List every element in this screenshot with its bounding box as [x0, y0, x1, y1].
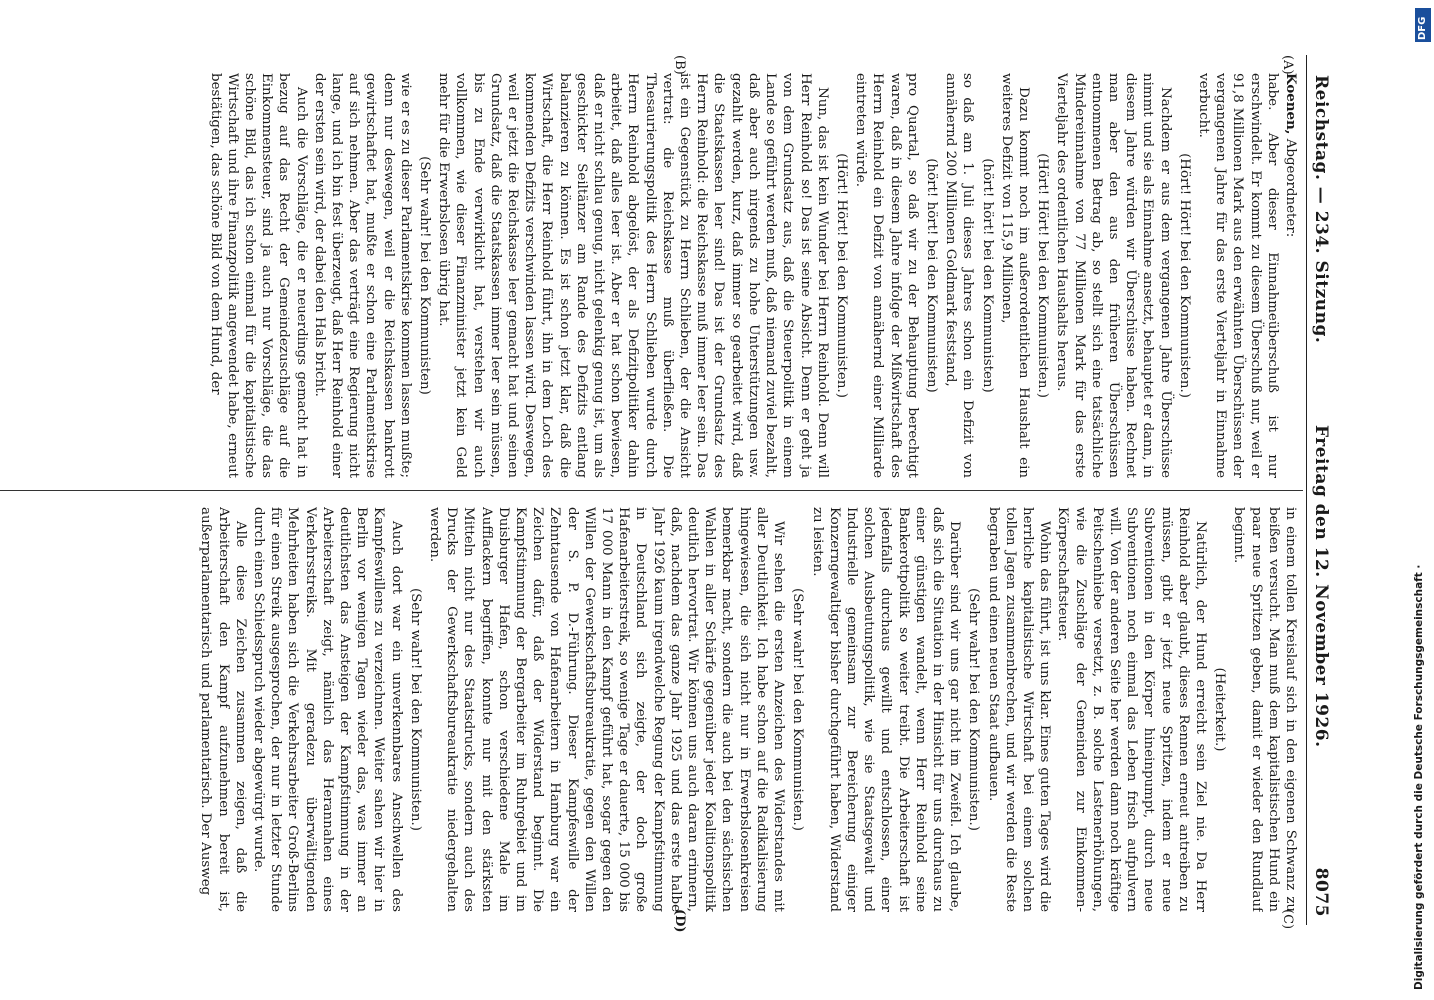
paragraph: wie er es zu dieser Parlamentskrise kommen lassen mußte; denn nur deswegen, weil er die Reichskassen bankrott gewirtschaftet hat, mußte er schon eine Parlamentskrise auf sich nehmen. Aber das verträgt eine Regierung nicht lange, und ich bin fest überzeugt, daß Herr Reinhold einer der ersten sein wird, der dabei den Hals bricht. — [311, 73, 413, 478]
paragraph: Nun, das ist kein Wunder bei Herrn Reinhold. Denn will Herr Reinhold so! Das ist seine Absicht. Denn er geht ja von dem Grundsatz aus, daß die Steuerpolitik in einem Lande so geführt werden muß, daß niemand zuviel bezahlt, daß aber auch nirgends zu hohe Unterstützungen usw. gezahlt werden, kurz, daß immer so gearbeitet wird, daß die Staatskassen leer sind! Das ist der Grundsatz des Herrn Reinhold: die Reichskasse muß immer leer sein. Das ist ein Gegenstück zu Herrn Schlieben, der die Ansicht vertrat: die Reichskasse muß überfließen. Die Thesaurierungspolitik des Herrn Schlieben wurde durch Herrn Reinhold abgelöst, der als Defizitpolitiker dahin arbeitet, daß alles leer ist. Aber er hat schon bewiesen, daß er nicht schlau genug, nicht gelenkig genug ist, um als geschickter Seiltänzer am Rande des Defizits entlang balanzieren zu können. Es ist schon jetzt klar, daß die Wirtschaft, die Herr Reinhold führt, ihn in dem Loch des kommenden Defizits verschwinden lassen wird. Deswegen, weil er jetzt die Reichskasse leer gemacht hat und seinen Grundsatz, daß die Staatskassen immer leer sein müssen, bis zu Ende verwirklicht hat, verstehen wir auch vollkommen, wie dieser Finanzminister jetzt kein Geld mehr für die Erwerbslosen übrig hat. — [436, 73, 830, 478]
interjection: (Hört! Hört! bei den Kommunisten.) — [1176, 153, 1192, 398]
speaker-line — [1282, 73, 1299, 478]
paragraph: Natürlich, der Hund erreicht sein Ziel nie. Da Herr Reinhold aber glaubt, dieses Rennen erneut antreiben zu müssen, gibt er jetzt neue Spritzen, indem er neue Subventionen in den Körper hineinpumpt, durch neue Subventionen noch einmal das Leben frisch aufpulvern will. Von der anderen Seite her werden dann noch kräftige Peitschenhiebe versetzt, z. B. solche Lastenerhöhungen, wie die Zuschläge der Gemeinden zur Einkommen-Körperschaftsteuer. — [1055, 507, 1208, 912]
paragraph: Wohin das führt, ist uns klar. Eines guten Tages wird die herrliche kapitalistische Wirtschaft bei einem solchen tollen Jagen zusammenbrechen, und wir werden die Reste begraben und einen neuen Staat aufbauen. — [985, 507, 1053, 912]
paragraph: in einem tollen Kreislauf sich in den eigenen Schwanz zu beißen versucht. Man muß dem kapitalistischen Hund ein paar neue Spritzen geben, damit er wieder den Rundlauf beginnt. — [1231, 507, 1298, 912]
column-divider — [0, 490, 1303, 491]
page-number: 8075 — [1311, 867, 1331, 917]
interjection: (Hört! Hört! bei den Kommunisten.) — [833, 153, 849, 398]
speaker-name: Koenen, — [1283, 73, 1299, 135]
paragraph: habe. Aber dieser Einnahmeüberschuß ist nur erschwindelt. Er kommt zu diesem Überschuß nur, weil er 91,8 Millionen Mark aus den erwähnten Überschüssen der vergangenen Jahre für das erste Vierteljahr in Einnahme verbucht. — [1195, 73, 1280, 478]
paragraph: Dazu kommt noch im außerordentlichen Haushalt ein weiteres Defizit von 115,9 Millionen, — [998, 73, 1031, 478]
digitization-note — [1413, 10, 1427, 990]
speaker-role: Abgeordneter: — [1283, 138, 1298, 238]
interjection: (Sehr wahr! bei den Kommunisten) — [417, 156, 433, 395]
margin-marker-a: (A) — [1280, 55, 1295, 75]
paragraph: Auch die Vorschläge, die er neuerdings gemacht hat in bezug auf das Recht der Gemeindezuschläge auf die Einkommensteuer, sind ja auch nur Vorschläge, die das schöne Bild, das ich schon einmal für die kapitalistische Wirtschaft und ihre Finanzpolitik angewendet habe, erneut bestätigen, das schöne Bild von dem Hund, der — [207, 73, 309, 478]
margin-marker-b: (B) — [672, 55, 687, 75]
paragraph: Auch dort war ein unverkennbares Anschwellen des Kampfeswillens zu verzeichnen. Weiter sahen wir hier in Berlin vor wenigen Tagen wieder das, was immer an deutlichsten das Ansteigen der Kampfstimmung in der Arbeiterschaft zeigt, nämlich das Herannahen eines Verkehrsstreiks. Mit geradezu überwältigenden Mehrheiten haben sich die Verkehrsarbeiter Groß-Berlins für einen Streik ausgesprochen, der nur in letzter Stunde durch einen Schiedsspruch wieder abgewürgt wurde. — [251, 507, 404, 912]
interjection: (hört! hört! bei den Kommunisten) — [979, 158, 995, 393]
paragraph: Nachdem er aus dem vergangenen Jahre Überschüsse nimmt und sie als Einnahme ansetzt, behauptet er dann, in diesem Jahre würden wir Überschüsse haben. Rechnet man aber den aus den früheren Überschüssen entnommenen Betrag ab, so stellt sich eine tatsächliche Mindereinnahme von 77 Millionen Mark für das erste Vierteljahr des ordentlichen Haushalts heraus. — [1054, 73, 1173, 478]
interjection: (Sehr wahr! bei den Kommunisten.) — [966, 587, 982, 832]
digitization-text: Digitalisierung gefördert durch die Deutsche Forschungsgemeinschaft · — [1413, 564, 1425, 990]
interjection: (Sehr wahr! bei den Kommunisten.) — [407, 587, 423, 832]
margin-marker-d: (D) — [672, 909, 687, 933]
margin-marker-c: (C) — [1280, 909, 1295, 930]
interjection: (Heiterkeit.) — [1212, 667, 1228, 752]
rotated-page — [0, 55, 1335, 933]
right-column — [0, 507, 1299, 912]
interjection: (Sehr wahr! bei den Kommunisten.) — [790, 587, 806, 832]
paragraph: so daß am 1. Juli dieses Jahres schon ein Defizit von annähernd 200 Millionen Goldmark feststand, — [943, 73, 976, 478]
paragraph: Alle diese Zeichen zusammen zeigen, daß die Arbeiterschaft den Kampf aufzunehmen bereit ist, außerparlamentarisch und parlamentarisch. Der Ausweg — [198, 507, 248, 912]
paragraph: pro Quartal, so daß wir zu der Behauptung berechtigt waren, daß in diesem Jahre infolge der Mißwirtschaft des Herrn Reinhold ein Defizit von annähernd einer Milliarde eintreten würde. — [853, 73, 920, 478]
header-left: Reichstag. — 234. Sitzung. — [1311, 75, 1331, 344]
header-date: Freitag den 12. November 1926. — [1311, 425, 1331, 748]
paragraph: Wir sehen die ersten Anzeichen des Widerstandes mit aller Deutlichkeit. Ich habe schon auf die Radikalisierung hingewiesen, die sich nicht nur in Erwerbslosenkreisen bemerkbar macht, sondern die auch bei den sächsischen Wahlen in aller Schärfe gegenüber jeder Koalitionspolitik deutlich hervortrat. Wir können uns auch daran erinnern, daß, nachdem das ganze Jahr 1925 und das erste halbe Jahr 1926 kaum irgendwelche Regung der Kampfstimmung in Deutschland sich zeigte, der doch große Hafenarbeiterstreik, so wenige Tage er dauerte, 15 000 bis 17 000 Mann in den Kampf geführt hat, sogar gegen den Willen der Gewerkschaftsbureaukratie, gegen den Willen der S. P. D.-Führung. Dieser Kampfeswille der Zehntausende von Hafenarbeitern in Hamburg war ein Zeichen dafür, daß der Widerstand beginnt. Die Kampfstimmung der Bergarbeiter im Ruhrgebiet und im Duisburger Hafen, schon verschiedene Male im Aufflackern begriffen, konnte nur mit den stärksten Mitteln nicht nur des Staatsdrucks, sondern auch des Drucks der Gewerkschaftsbureaukratie niedergehalten werden. — [427, 507, 787, 912]
dfg-label: DFG — [1417, 16, 1428, 40]
interjection: (Hört! Hört! bei den Kommunisten.) — [1035, 153, 1051, 398]
left-column — [0, 73, 1299, 478]
page-header — [1306, 55, 1335, 925]
interjection: (hört! hört! bei den Kommunisten) — [923, 158, 939, 393]
paragraph: Darüber sind wir uns gar nicht im Zweifel. Ich glaube, daß sich die Situation in der Hinsicht für uns durchaus zu einer günstigen wandelt, wenn Herr Reinhold seine Bankerottpolitik so weiter treibt. Die Arbeiterschaft ist jedenfalls durchaus gewillt und entschlossen, einer solchen Ausbeutungspolitik, wie sie Staatsgewalt und Industrielle gemeinsam zur Bereicherung einiger Konzerngewaltiger bisher durchgeführt haben, Widerstand zu leisten. — [809, 507, 963, 912]
